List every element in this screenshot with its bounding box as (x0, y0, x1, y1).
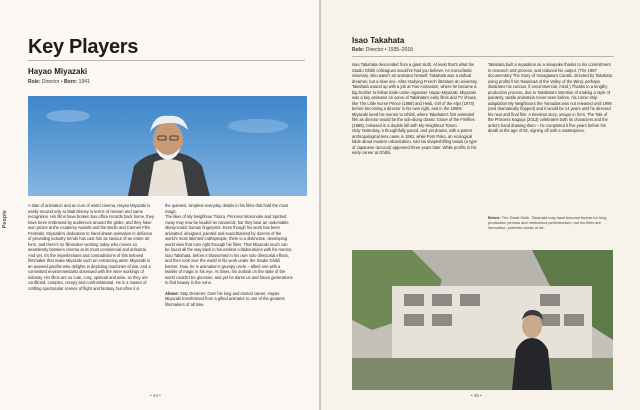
photo-caption: Below: The Great Sloth. Takahata may have become known for long production periods and meticulous perfectionism, but his films are innovative, peerless works of art. (488, 215, 607, 230)
page-number-left: • 44 • (150, 393, 161, 398)
right-page (321, 0, 640, 410)
photo-caption: Above: Stay Dreamer. Over his long and storied career, Hayao Miyazaki transformed from a gifted animator to one of the greatest filmmakers of all time. (165, 290, 285, 307)
paragraph: Isao Takahata descended from a giant sloth. At least that’s what his Studio Ghibli colleagues would’ve had you believe. An iconoclastic visionary, who wasn’t an animator himself, Takahata was a radical dreamer, but a slow one. After studying French literature at university, Takahata wound up with a job at Toei Animation, where he became a big brother to fellow trade union organiser Hayao Miyazaki. Miyazaki was a key animator on some of Takahata’s early films and TV shows, like The Little Norse Prince (1968) and Heidi, Girl of the Alps (1974) before becoming a director in his own right, and in the 1980s Miyazaki lured his mentor to Ghibli, where Takahata’s first animated film as director would be the sob-along classic Grave of the Fireflies (1988), released in a double bill with My Neighbour Totoro. (352, 62, 478, 128)
miyazaki-column-2 (165, 203, 293, 307)
takahata-column-2 (488, 62, 614, 134)
page-heading: Key Players (28, 36, 139, 58)
takahata-column-1 (352, 62, 478, 156)
paragraph: Only Yesterday, a thoughtfully paced, and yet drama, with a potent anthropological lens came in 1991, while Pom Poko, an ecological fable about modern urbanization, told via shapeshifting tanuki (a type of Japanese raccoon) appeared three years later. While prolific in his early career at Ghibli, (352, 128, 477, 155)
paragraph: the quietest, simplest everyday details in his films that hold the most magic. (165, 203, 289, 214)
miyazaki-column-1 (28, 203, 154, 291)
name-rule (352, 56, 614, 57)
person-role-takahata: Role: Director • 1935–2018 (352, 47, 413, 53)
section-tab: People (2, 210, 8, 229)
person-name-miyazaki: Hayao Miyazaki (28, 67, 88, 76)
left-page (0, 0, 319, 410)
photo-illustration (352, 250, 613, 390)
person-role-miyazaki: Role: Director • Born: 1941 (28, 79, 90, 85)
paragraph: Takahata built a reputation as a slowpoke thanks to his commitment to research and process, and reduced his output. (The 1987 documentary The Story of Yanagawa’s Canals, directed by Takahata using profits from Nausicaä of the Valley of the Wind, perhaps illustrates his curious, if uncommercial, mind.) Thanks to a lengthy production process, due to Takahata’s intention of making a style of painterly, tactile animation never seen before, his comic strip adaptation My Neighbours the Yamadas was not released until 1999 (and dramatically flopped) and it would be 14 years until he directed his next and final film. A timeless story, unique in form, The Tale of the Princess Kaguya (2013) celebrates both its characters and the artist’s hand drawing them – he completed it five years before his death at the age of 82, signing off with a masterpiece. (488, 62, 612, 133)
paragraph: And yet, it’s the imperfections and contradictions of this beloved filmmaker that make Miyazaki such an entrancing artist. Miyazaki is an avowed pacifist who delights in depicting machines of war, and a committed environmentalist obsessed with the inner workings of industry. His films are so cute, cosy, spiritual and wise, so they are conflicted, complex, creepy and confrontational. He is a master of crafting spectacular scenes of flight and fantasy, but often it is (28, 252, 151, 291)
photo-illustration (28, 96, 307, 196)
heading-rule (28, 60, 305, 61)
page-number-right: • 45 • (471, 393, 482, 398)
paragraph: A titan of animation and an icon of world cinema, Hayao Miyazaki is easily second only to Walt Disney in terms of renown and name recognition. His films have broken box office records back home, they have been embraced by audiences around the globe, and they have won prizes at the Academy Awards and the Berlin and Cannes Film Festivals. Miyazaki’s dedication to hand-drawn animation in defiance of prevailing industry trends has cast him as saviour of an entire art form, and there’s no filmmaker working today who moves so seamlessly between cinema at its most commercial and artisanal. (28, 203, 154, 252)
person-name-takahata: Isao Takahata (352, 36, 405, 45)
paragraph: The likes of My Neighbour Totoro, Princess Mononoke and Spirited Away may now be lauded as canonical, but they bear an undeniable, idiosyncratic human fingerprint. Even though his work has been animated, designed, painted and soundtracked by dozens of the world’s most talented craftspeople, there is a distinctive, developing world view that runs right through his films. That Miyazaki touch can be found all the way back in his earliest collaborations with his mentor, Isao Takahata, before it blossomed in his own solo directorial efforts, and then took over the world in his work under the Studio Ghibli banner. Now, he is animation’s grumpy uncle – albeit one with a twinkle of magic in his eye. At times, his outlook on the state of the world couldn’t be gloomier, and yet he dares us and future generations to find beauty in the ruins. (165, 214, 293, 285)
takahata-photo (352, 250, 613, 390)
miyazaki-photo (28, 96, 307, 196)
